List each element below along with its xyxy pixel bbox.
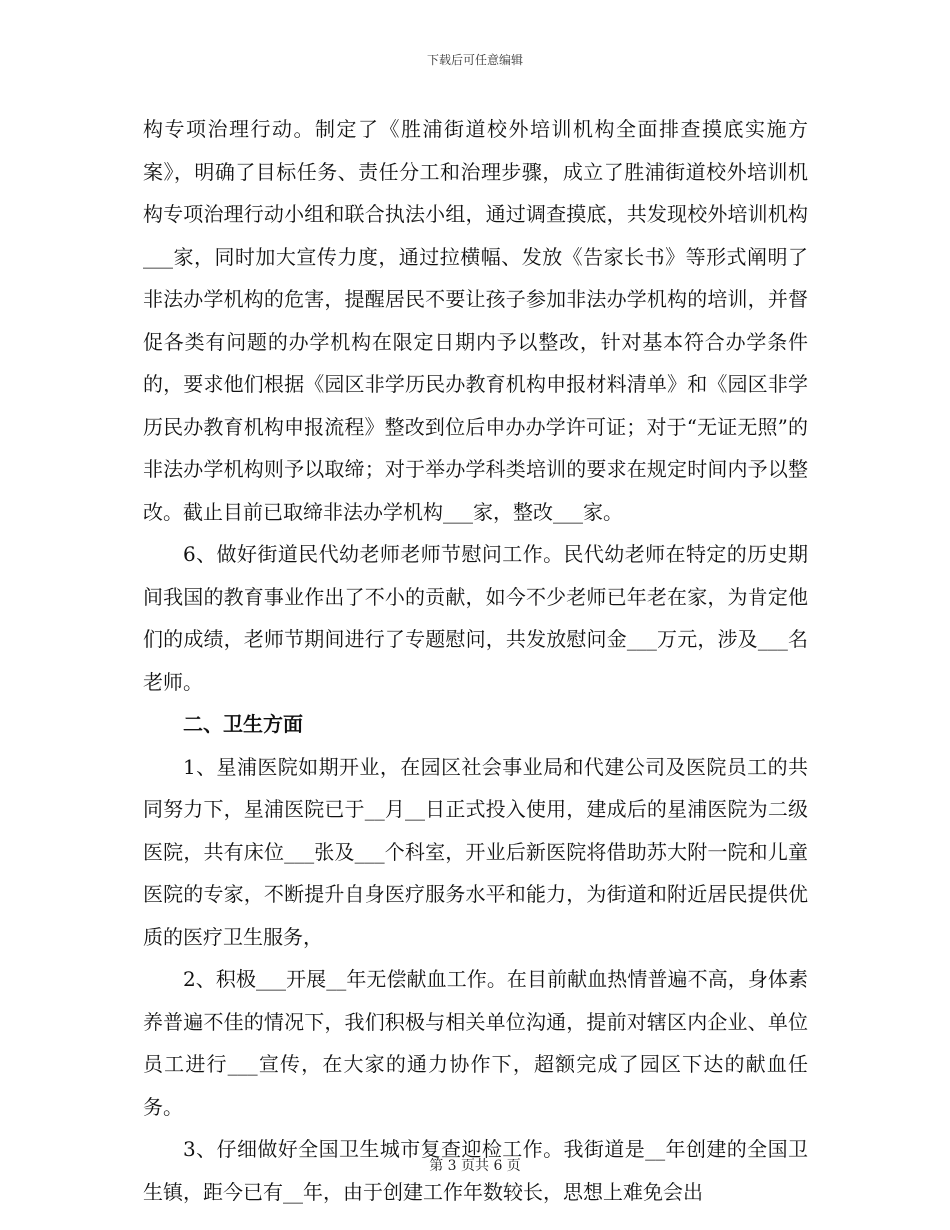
page-footer: 第 3 页共 6 页: [429, 1158, 521, 1174]
page-header: 下载后可任意编辑: [426, 53, 523, 67]
section-heading-health: 二、卫生方面: [183, 712, 303, 736]
paragraph-hospital-opening: 1、星浦医院如期开业，在园区社会事业局和代建公司及医院员工的共同努力下，星浦医院已于__月__日正式投入使用，建成后的星浦医院为二级医院，共有床位___张及___个科室，开业后新医院将借助苏大附一院和儿童医院的专家，不断提升自身医疗服务水平和能力，为街道和附近居民提供优质的医疗卫生服务，: [143, 754, 808, 949]
document-body: [143, 108, 808, 1213]
paragraph-teacher-day-visit: 6、做好街道民代幼老师老师节慰问工作。民代幼老师在特定的历史期间我国的教育事业作出了不小的贡献，如今不少老师已年老在家，为肯定他们的成绩，老师节期间进行了专题慰问，共发放慰问金___万元，涉及___名老师。: [143, 542, 808, 694]
paragraph-training-governance: 构专项治理行动。制定了《胜浦街道校外培训机构全面排查摸底实施方案》，明确了目标任务、责任分工和治理步骤，成立了胜浦街道校外培训机构专项治理行动小组和联合执法小组，通过调查摸底，共发现校外培训机构___家，同时加大宣传力度，通过拉横幅、发放《告家长书》等形式阐明了非法办学机构的危害，提醒居民不要让孩子参加非法办学机构的培训，并督促各类有问题的办学机构在限定日期内予以整改，针对基本符合办学条件的，要求他们根据《园区非学历民办教育机构申报材料清单》和《园区非学历民办教育机构申报流程》整改到位后申办办学许可证；对于“无证无照”的非法办学机构则予以取缔；对于举办学科类培训的要求在规定时间内予以整改。截止目前已取缔非法办学机构___家，整改___家。: [143, 117, 808, 524]
paragraph-blood-donation: 2、积极___开展__年无偿献血工作。在目前献血热情普遍不高，身体素养普遍不佳的情况下，我们积极与相关单位沟通，提前对辖区内企业、单位员工进行___宣传，在大家的通力协作下，超额完成了园区下达的献血任务。: [143, 967, 808, 1119]
paragraph-health-city-review: 3、仔细做好全国卫生城市复查迎检工作。我街道是__年创建的全国卫生镇，距今已有__年，由于创建工作年数较长，思想上难免会出: [143, 1137, 808, 1204]
